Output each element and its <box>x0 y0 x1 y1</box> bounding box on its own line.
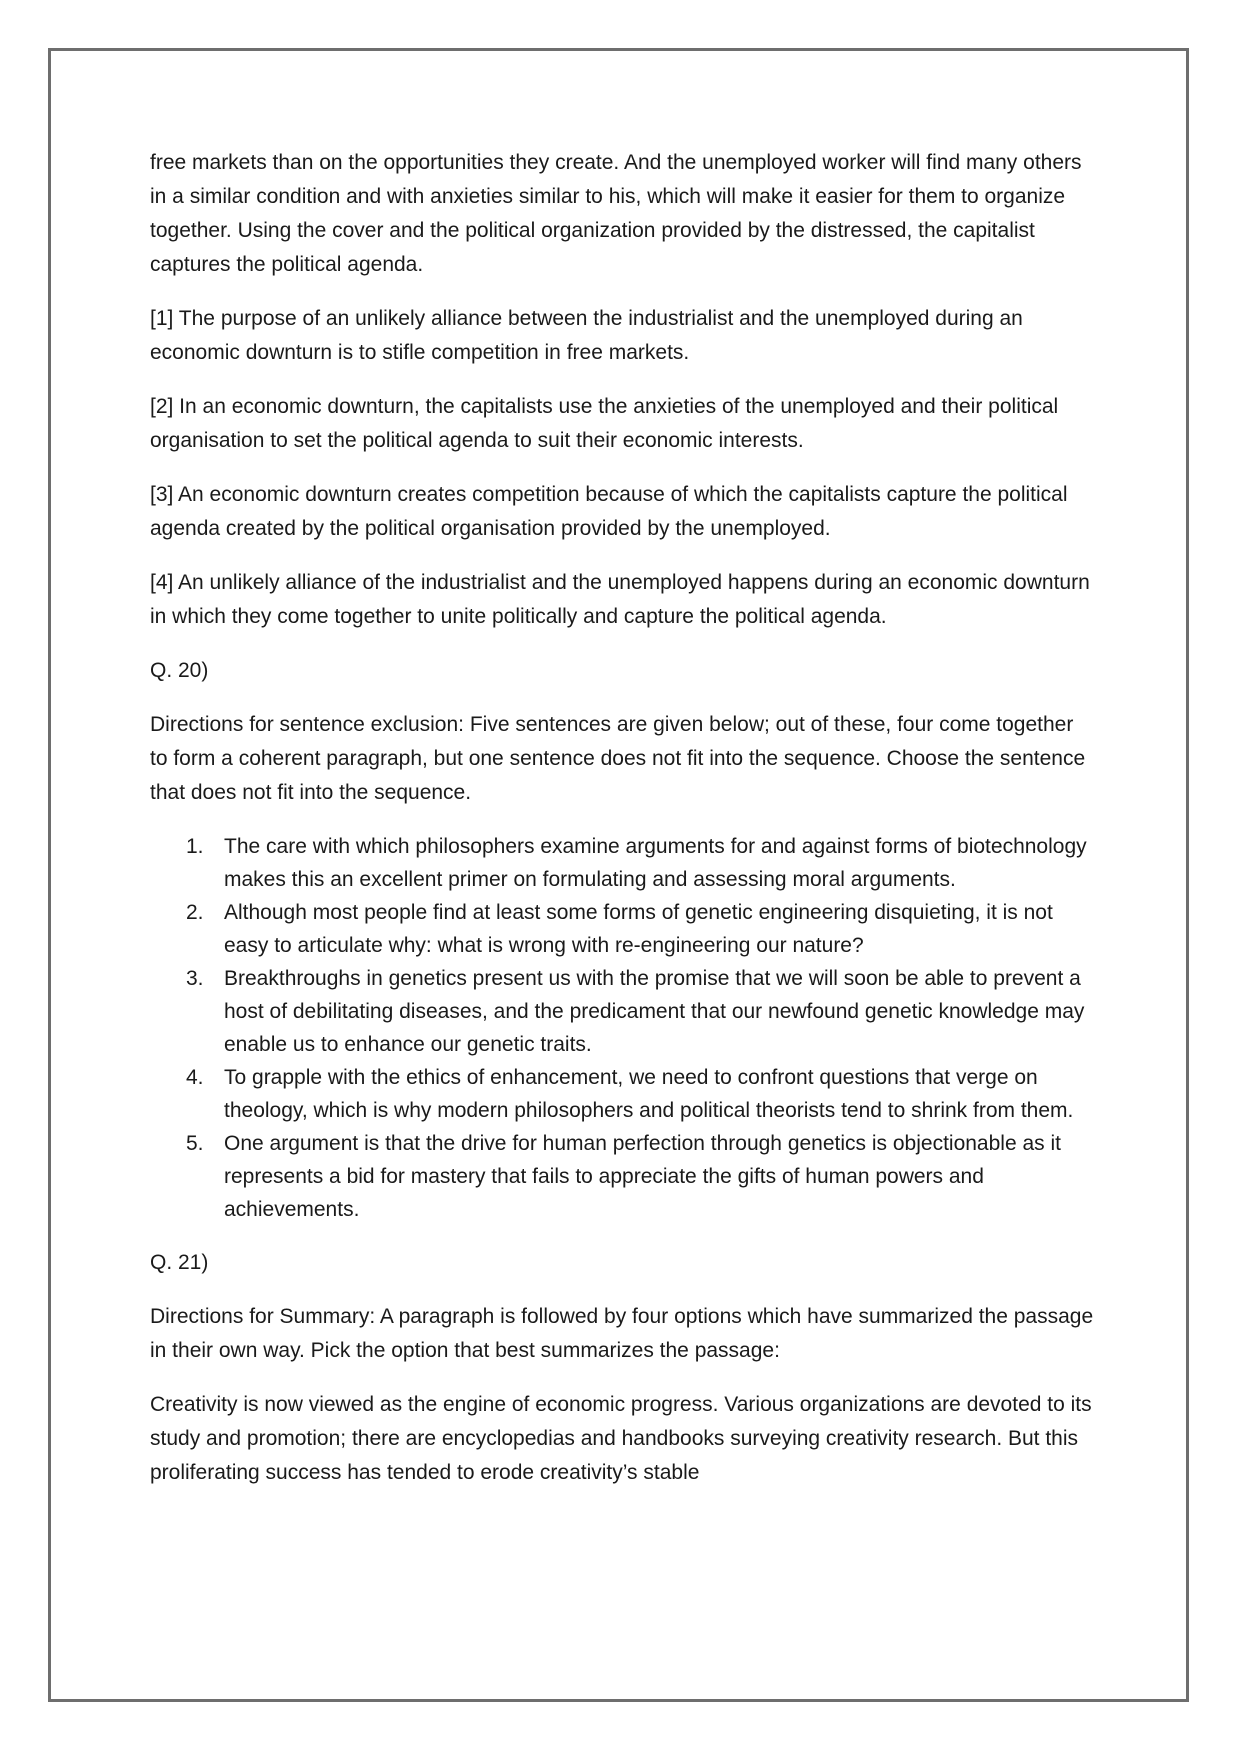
q20-sentence <box>150 830 1095 896</box>
q20-sentence-number: 5. <box>186 1132 204 1155</box>
q21-passage: Creativity is now viewed as the engine of economic progress. Various organizations are devoted to its study and promotion; there are encyclopedias and handbooks surveying creativity research. But this proliferating success has tended to erode creativity’s stable <box>150 1393 1092 1484</box>
q19-option-3: [3] An economic downturn creates competition because of which the capitalists capture the political agenda created by the political organisation provided by the unemployed. <box>150 483 1068 540</box>
q19-option-4: [4] An unlikely alliance of the industrialist and the unemployed happens during an economic downturn in which they come together to unite politically and capture the political agenda. <box>150 571 1090 628</box>
q20-sentence <box>150 1127 1095 1226</box>
q20-sentence-number: 3. <box>186 967 204 990</box>
q20-sentence-text: Although most people find at least some forms of genetic engineering disquieting, it is not easy to articulate why: what is wrong with re-engineering our nature? <box>224 901 1053 957</box>
q20-directions: Directions for sentence exclusion: Five sentences are given below; out of these, four come together to form a coherent paragraph, but one sentence does not fit into the sequence. Choose the sentence that does not fit into the sequence. <box>150 713 1086 804</box>
q20-sentence-text: One argument is that the drive for human perfection through genetics is objectionable as it represents a bid for mastery that fails to appreciate the gifts of human powers and achievements. <box>224 1132 1061 1221</box>
q20-sentence-number: 2. <box>186 901 204 924</box>
q20-sentence-text: The care with which philosophers examine arguments for and against forms of biotechnology makes this an excellent primer on formulating and assessing moral arguments. <box>224 835 1087 891</box>
document-body <box>150 146 1095 1510</box>
q20-label: Q. 20) <box>150 659 209 682</box>
q20-sentence-number: 1. <box>186 835 204 858</box>
q20-sentence-list <box>150 830 1095 1226</box>
passage-continuation: free markets than on the opportunities they create. And the unemployed worker will find many others in a similar condition and with anxieties similar to his, which will make it easier for them to organize together. Using the cover and the political organization provided by the distressed, the capitalist captures the political agenda. <box>150 151 1082 276</box>
q20-sentence <box>150 1061 1095 1127</box>
q19-option-1: [1] The purpose of an unlikely alliance between the industrialist and the unemployed during an economic downturn is to stifle competition in free markets. <box>150 307 1023 364</box>
q20-sentence <box>150 962 1095 1061</box>
q20-sentence <box>150 896 1095 962</box>
q20-sentence-number: 4. <box>186 1066 204 1089</box>
q20-sentence-text: Breakthroughs in genetics present us with the promise that we will soon be able to prevent a host of debilitating diseases, and the predicament that our newfound genetic knowledge may enable us to enhance our genetic traits. <box>224 967 1085 1056</box>
q21-directions: Directions for Summary: A paragraph is followed by four options which have summarized the passage in their own way. Pick the option that best summarizes the passage: <box>150 1305 1094 1362</box>
q20-sentence-text: To grapple with the ethics of enhancement, we need to confront questions that verge on theology, which is why modern philosophers and political theorists tend to shrink from them. <box>224 1066 1074 1122</box>
q19-option-2: [2] In an economic downturn, the capitalists use the anxieties of the unemployed and their political organisation to set the political agenda to suit their economic interests. <box>150 395 1059 452</box>
q21-label: Q. 21) <box>150 1251 209 1274</box>
